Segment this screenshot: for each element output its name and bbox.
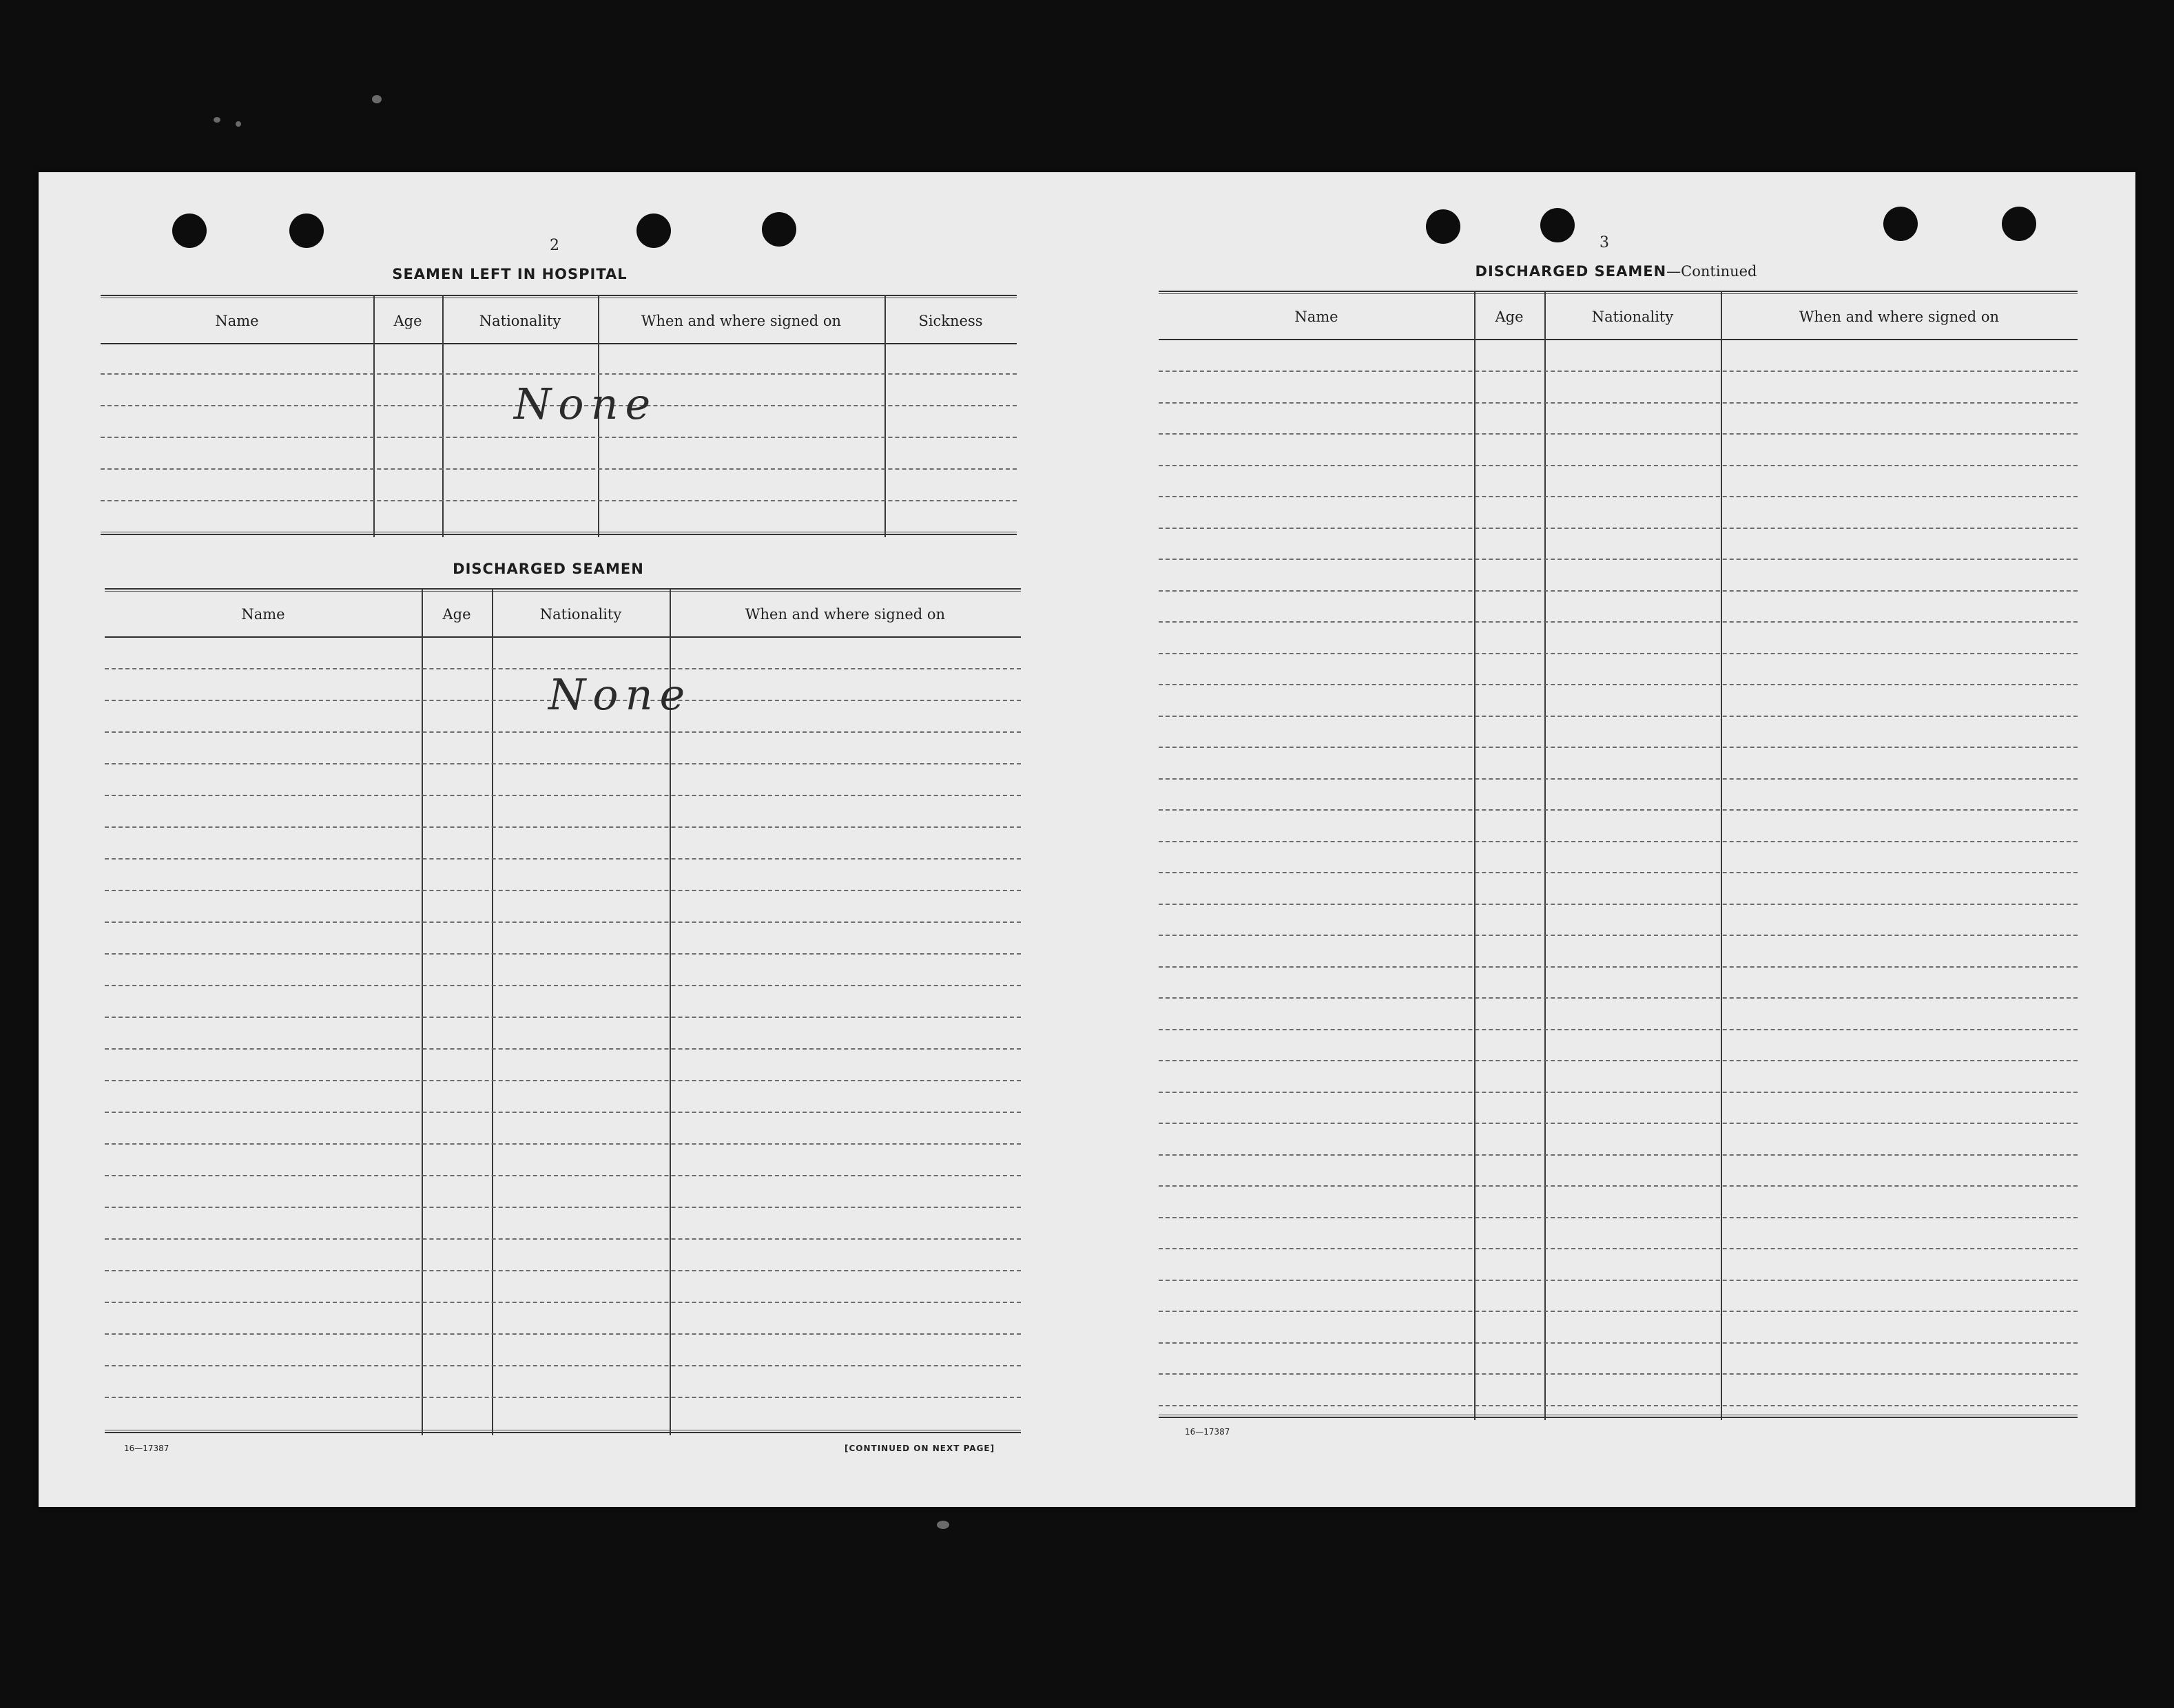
handwritten-none-discharged: None xyxy=(548,669,692,720)
row-line xyxy=(1159,1154,2078,1156)
punch-hole xyxy=(289,214,324,248)
column-header-age: Age xyxy=(393,313,422,329)
row-line xyxy=(1159,1280,2078,1281)
column-divider xyxy=(1721,291,1722,1420)
column-header-name: Name xyxy=(241,606,285,623)
row-line xyxy=(105,921,1021,923)
row-line xyxy=(101,437,1017,438)
header-rule xyxy=(1159,339,2078,340)
row-line xyxy=(1159,935,2078,936)
punch-hole xyxy=(636,214,671,248)
row-line xyxy=(101,468,1017,470)
row-line xyxy=(1159,872,2078,873)
column-header-sickness: Sickness xyxy=(918,313,983,329)
punch-hole xyxy=(1426,209,1460,244)
row-line xyxy=(105,953,1021,955)
punch-hole xyxy=(1883,207,1918,241)
row-line xyxy=(105,1397,1021,1398)
column-divider xyxy=(422,588,423,1435)
row-line xyxy=(105,1238,1021,1240)
column-header-signed-on: When and where signed on xyxy=(745,606,946,623)
row-line xyxy=(105,795,1021,796)
row-line xyxy=(1159,1029,2078,1030)
row-line xyxy=(1159,966,2078,968)
discharged-continued-title xyxy=(1437,263,1795,280)
discharged-table-right xyxy=(1159,291,2078,1420)
form-number-left: 16—17387 xyxy=(124,1444,169,1453)
punch-hole xyxy=(1540,208,1575,242)
row-line xyxy=(1159,1185,2078,1187)
table-top-rule xyxy=(101,295,1017,298)
column-divider xyxy=(492,588,493,1435)
column-header-name: Name xyxy=(1294,309,1338,325)
section-title-suffix: —Continued xyxy=(1666,263,1757,280)
row-line xyxy=(105,1333,1021,1335)
row-line xyxy=(105,1143,1021,1145)
row-line xyxy=(105,1207,1021,1208)
continued-on-next-page: [CONTINUED ON NEXT PAGE] xyxy=(845,1444,995,1453)
table-bottom-rule xyxy=(1159,1415,2078,1418)
row-line xyxy=(105,858,1021,860)
row-line xyxy=(1159,809,2078,811)
punch-hole xyxy=(2002,207,2036,241)
discharged-section-title: DISCHARGED SEAMEN xyxy=(453,561,644,577)
punch-hole xyxy=(172,214,207,248)
table-top-rule xyxy=(1159,291,2078,294)
table-top-rule xyxy=(105,588,1021,592)
column-header-nationality: Nationality xyxy=(539,606,622,623)
row-line xyxy=(1159,1248,2078,1249)
row-line xyxy=(1159,1342,2078,1344)
row-line xyxy=(105,1270,1021,1271)
punch-hole xyxy=(762,212,796,247)
row-line xyxy=(1159,716,2078,717)
form-number-right: 16—17387 xyxy=(1185,1427,1230,1437)
row-line xyxy=(1159,465,2078,466)
row-line xyxy=(1159,1060,2078,1061)
row-line xyxy=(105,1112,1021,1113)
hospital-section-title: SEAMEN LEFT IN HOSPITAL xyxy=(392,266,628,282)
column-header-signed-on: When and where signed on xyxy=(641,313,842,329)
row-line xyxy=(105,1017,1021,1018)
row-line xyxy=(1159,1217,2078,1218)
row-line xyxy=(1159,621,2078,623)
row-line xyxy=(1159,496,2078,497)
column-divider xyxy=(1544,291,1546,1420)
row-line xyxy=(1159,778,2078,780)
row-line xyxy=(1159,1092,2078,1093)
scan-speck xyxy=(214,117,220,123)
page-number-left: 2 xyxy=(550,237,559,254)
row-line xyxy=(105,731,1021,733)
header-rule xyxy=(101,343,1017,344)
row-line xyxy=(105,1048,1021,1050)
row-line xyxy=(101,500,1017,501)
row-line xyxy=(101,373,1017,375)
row-line xyxy=(1159,402,2078,404)
row-line xyxy=(1159,747,2078,748)
row-line xyxy=(1159,684,2078,685)
row-line xyxy=(105,1080,1021,1081)
table-bottom-rule xyxy=(105,1430,1021,1433)
row-line xyxy=(1159,1123,2078,1124)
row-line xyxy=(1159,841,2078,842)
row-line xyxy=(1159,1405,2078,1406)
scan-speck xyxy=(372,95,382,103)
row-line xyxy=(1159,997,2078,999)
row-line xyxy=(1159,904,2078,905)
row-line xyxy=(1159,559,2078,560)
row-line xyxy=(105,1365,1021,1366)
row-line xyxy=(1159,653,2078,654)
row-line xyxy=(105,985,1021,986)
scan-speck xyxy=(236,121,241,127)
handwritten-none-hospital: None xyxy=(514,379,658,429)
page-number-right: 3 xyxy=(1600,234,1609,251)
scan-speck xyxy=(937,1521,949,1529)
row-line xyxy=(1159,433,2078,435)
document-sheet xyxy=(39,172,2135,1507)
column-header-age: Age xyxy=(1495,309,1524,325)
row-line xyxy=(105,1302,1021,1303)
column-header-nationality: Nationality xyxy=(1591,309,1674,325)
column-header-signed-on: When and where signed on xyxy=(1799,309,2000,325)
section-title-text: DISCHARGED SEAMEN xyxy=(1475,263,1667,280)
header-rule xyxy=(105,636,1021,638)
row-line xyxy=(105,826,1021,828)
row-line xyxy=(1159,1373,2078,1375)
column-header-age: Age xyxy=(442,606,471,623)
row-line xyxy=(1159,528,2078,529)
row-line xyxy=(105,1175,1021,1176)
row-line xyxy=(105,890,1021,891)
row-line xyxy=(105,763,1021,764)
column-header-name: Name xyxy=(215,313,259,329)
column-divider xyxy=(1474,291,1476,1420)
row-line xyxy=(1159,590,2078,592)
row-line xyxy=(1159,1311,2078,1312)
column-header-nationality: Nationality xyxy=(479,313,561,329)
row-line xyxy=(1159,371,2078,372)
table-bottom-rule xyxy=(101,532,1017,535)
